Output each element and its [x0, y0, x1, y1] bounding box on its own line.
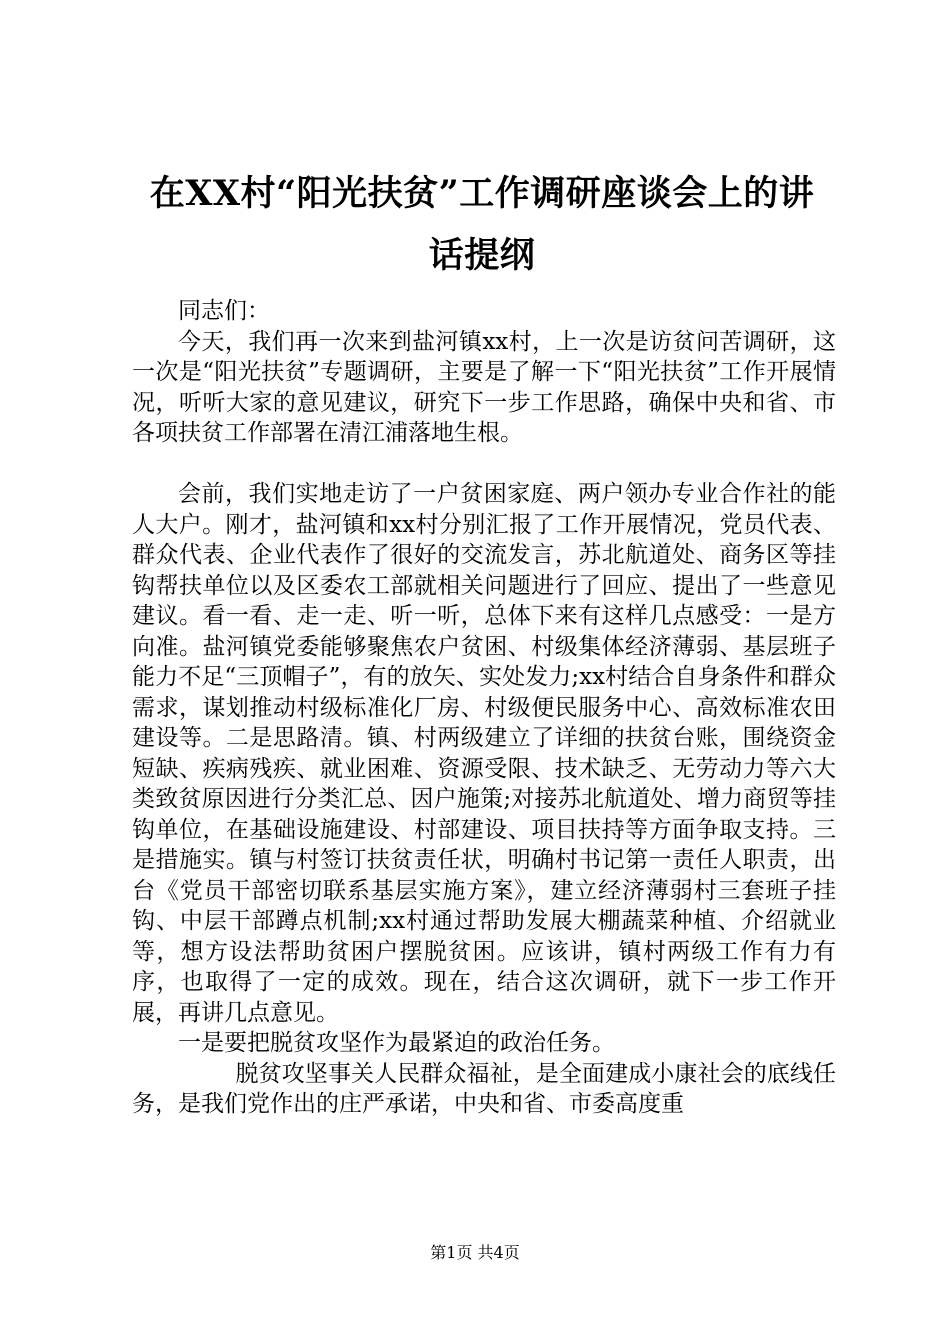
- page-footer: 第1页 共4页: [430, 1243, 520, 1262]
- body-paragraph-observations: 会前，我们实地走访了一户贫困家庭、两户领办专业合作社的能人大户。刚才，盐河镇和xx村分别汇报了工作开展情况，党员代表、群众代表、企业代表作了很好的交流发言，苏北航道处、商务区等挂钩帮扶单位以及区委农工部就相关问题进行了回应、提出了一些意见建议。看一看、走一走、听一听，总体下来有这样几点感受：一是方向准。盐河镇党委能够聚焦农户贫困、村级集体经济薄弱、基层班子能力不足“三顶帽子”，有的放矢、实处发力;xx村结合自身条件和群众需求，谋划推动村级标准化厂房、村级便民服务中心、高效标准农田建设等。二是思路清。镇、村两级建立了详细的扶贫台账，围绕资金短缺、疾病残疾、就业困难、资源受限、技术缺乏、无劳动力等六大类致贫原因进行分类汇总、因户施策;对接苏北航道处、增力商贸等挂钩单位，在基础设施建设、村部建设、项目扶持等方面争取支持。三是措施实。镇与村签订扶贫责任状，明确村书记第一责任人职责，出台《党员干部密切联系基层实施方案》，建立经济薄弱村三套班子挂钩、中层干部蹲点机制;xx村通过帮助发展大棚蔬菜种植、介绍就业等，想方设法帮助贫困户摆脱贫困。应该讲，镇村两级工作有力有序，也取得了一定的成效。现在，结合这次调研，就下一步工作开展，再讲几点意见。: [132, 481, 836, 1026]
- section-heading-1: 一是要把脱贫攻坚作为最紧迫的政治任务。: [178, 1030, 615, 1056]
- greeting-paragraph: 同志们：: [178, 298, 270, 324]
- document-title: 在XX村“阳光扶贫”工作调研座谈会上的讲话提纲: [149, 173, 815, 276]
- body-paragraph-section-1: 脱贫攻坚事关人民群众福祉，是全面建成小康社会的底线任务，是我们党作出的庄严承诺，中央和省、市委高度重: [132, 1060, 836, 1117]
- body-paragraph-intro: 今天，我们再一次来到盐河镇xx村，上一次是访贫问苦调研，这一次是“阳光扶贫”专题调研，主要是了解一下“阳光扶贫”工作开展情况，听听大家的意见建议，研究下一步工作思路，确保中央和省、市各项扶贫工作部署在清江浦落地生根。: [132, 328, 836, 446]
- document-body: [132, 296, 836, 1120]
